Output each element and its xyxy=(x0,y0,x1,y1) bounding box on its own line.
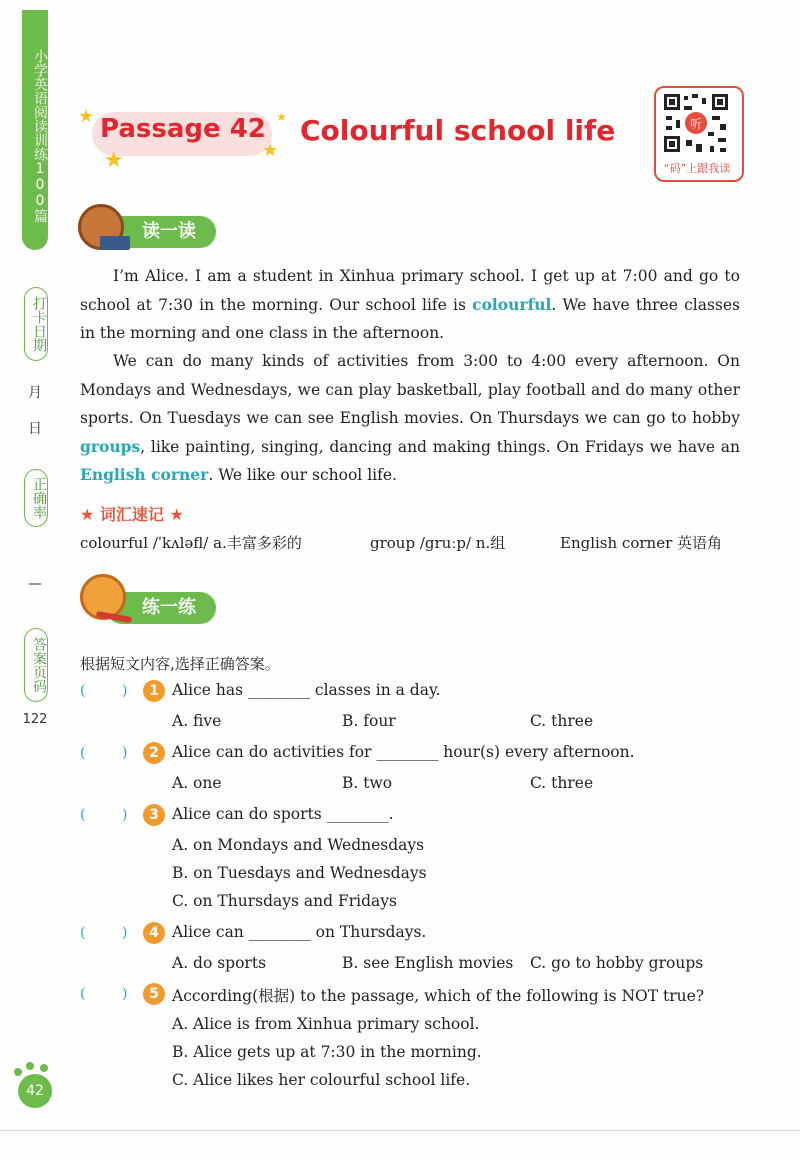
option-a[interactable]: A. five xyxy=(172,712,222,730)
passage-paragraph-2 xyxy=(80,347,740,490)
paren-close: ) xyxy=(122,986,128,1002)
option-a[interactable]: A. one xyxy=(172,774,222,792)
option-a[interactable]: A. do sports xyxy=(172,954,267,972)
star-icon: ★ xyxy=(104,148,124,173)
answer-blank[interactable] xyxy=(80,683,140,703)
page-title: Colourful school life xyxy=(300,114,616,147)
option-c[interactable]: C. on Thursdays and Fridays xyxy=(172,892,397,910)
question-number-badge: 2 xyxy=(143,742,165,764)
passage-text: I’m Alice. I am a student in Xinhua primary school. I get up at 7:00 and go to school at 7:30 in the morning. Our school life is xyxy=(80,267,740,314)
answer-blank[interactable] xyxy=(80,925,140,945)
accuracy-dash: — xyxy=(28,576,42,592)
vocab-item: group /gruːp/ n.组 xyxy=(370,534,506,552)
paren-open: ( xyxy=(80,745,86,761)
paren-open: ( xyxy=(80,683,86,699)
question-number-badge: 1 xyxy=(143,680,165,702)
answer-blank[interactable] xyxy=(80,807,140,827)
book-title: 小学英语阅读训练100篇 xyxy=(32,49,48,223)
question-text: Alice can ________ on Thursdays. xyxy=(172,923,427,941)
page-number: 42 xyxy=(18,1074,52,1108)
passage-text: , like painting, singing, dancing and making things. On Fridays we have an xyxy=(140,437,740,456)
question-text: Alice can do activities for ________ hour(s) every afternoon. xyxy=(172,743,635,761)
passage-text: We can do many kinds of activities from 3:00 to 4:00 every afternoon. On Mondays and Wednesdays, we can play basketball, play football and do many other sports. On Tuesdays we can see English movies. On Thursdays we can go to hobby xyxy=(80,352,740,427)
star-icon: ★ xyxy=(276,110,287,124)
bottom-divider xyxy=(0,1130,800,1131)
question-number-badge: 5 xyxy=(143,983,165,1005)
vocab-highlight: colourful xyxy=(472,294,552,314)
paw-icon xyxy=(14,1068,22,1076)
option-b[interactable]: B. see English movies xyxy=(342,954,514,972)
question-text: According(根据) to the passage, which of the following is NOT true? xyxy=(172,987,705,1005)
option-b[interactable]: B. on Tuesdays and Wednesdays xyxy=(172,864,427,882)
book-icon xyxy=(100,236,130,250)
section-badge-practice: 练一练 xyxy=(106,592,216,624)
passage-paragraph-1 xyxy=(80,262,740,348)
passage-label: Passage 42 xyxy=(100,114,266,144)
question-number-badge: 3 xyxy=(143,804,165,826)
vocab-highlight: groups xyxy=(80,436,141,456)
paren-close: ) xyxy=(122,683,128,699)
paw-icon xyxy=(40,1064,48,1072)
option-a[interactable]: A. on Mondays and Wednesdays xyxy=(172,836,425,854)
paw-icon xyxy=(26,1062,34,1070)
day-label: 日 xyxy=(28,421,42,437)
option-c[interactable]: C. go to hobby groups xyxy=(530,954,704,972)
accuracy-label: 正确率 xyxy=(24,469,48,527)
option-b[interactable]: B. two xyxy=(342,774,393,792)
option-b[interactable]: B. Alice gets up at 7:30 in the morning. xyxy=(172,1043,482,1061)
paren-close: ) xyxy=(122,807,128,823)
option-c[interactable]: C. Alice likes her colourful school life. xyxy=(172,1071,471,1089)
paren-close: ) xyxy=(122,745,128,761)
listen-icon-label: 听 xyxy=(689,117,702,131)
answer-page-label: 答案页码 xyxy=(24,628,48,702)
star-icon: ★ xyxy=(78,106,95,127)
vocab-title: ★ 词汇速记 ★ xyxy=(80,505,184,524)
vocab-item: English corner 英语角 xyxy=(560,534,723,552)
vocab-item: colourful /ˈkʌləfl/ a.丰富多彩的 xyxy=(80,534,302,552)
vocab-highlight: English corner xyxy=(80,465,209,484)
star-icon: ★ xyxy=(262,140,279,161)
option-c[interactable]: C. three xyxy=(530,774,594,792)
option-a[interactable]: A. Alice is from Xinhua primary school. xyxy=(172,1015,480,1033)
option-b[interactable]: B. four xyxy=(342,712,396,730)
qr-caption: “码”上跟我读 xyxy=(663,162,731,175)
instruction: 根据短文内容,选择正确答案。 xyxy=(80,655,280,673)
paren-close: ) xyxy=(122,925,128,941)
question-text: Alice can do sports ________. xyxy=(172,805,394,823)
answer-blank[interactable] xyxy=(80,745,140,765)
paren-open: ( xyxy=(80,807,86,823)
answer-blank[interactable] xyxy=(80,986,140,1006)
passage-text: . We have three classes in the morning and one class in the afternoon. xyxy=(80,295,740,342)
answer-page-number: 122 xyxy=(22,712,48,727)
checkin-label: 打卡日期 xyxy=(24,287,48,361)
paren-open: ( xyxy=(80,986,86,1002)
question-text: Alice has ________ classes in a day. xyxy=(172,681,441,699)
section-badge-read: 读一读 xyxy=(106,216,216,248)
month-label: 月 xyxy=(28,385,42,401)
question-number-badge: 4 xyxy=(143,922,165,944)
paren-open: ( xyxy=(80,925,86,941)
passage-text: . We like our school life. xyxy=(208,466,397,484)
option-c[interactable]: C. three xyxy=(530,712,594,730)
